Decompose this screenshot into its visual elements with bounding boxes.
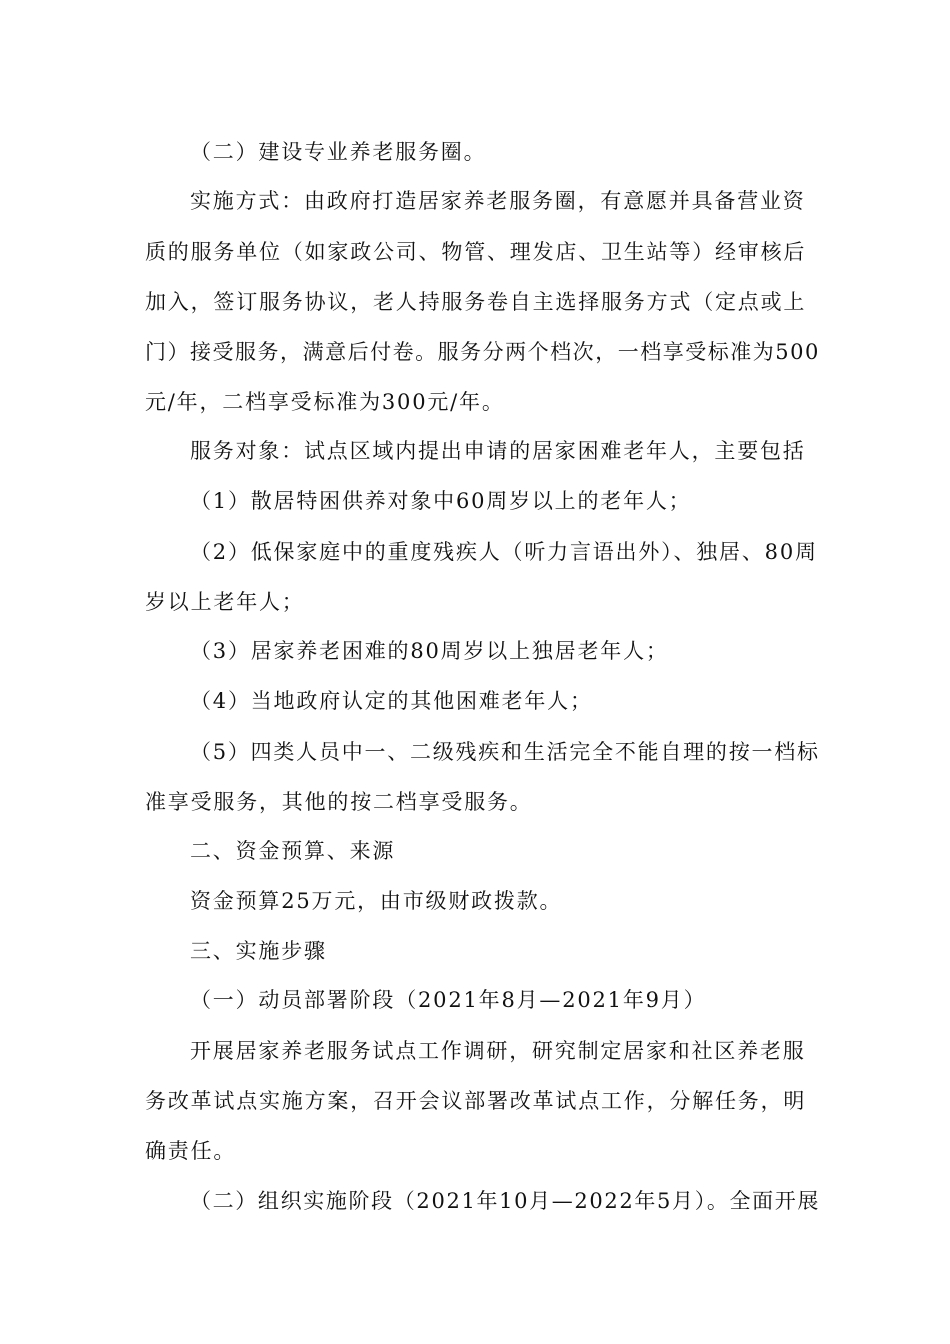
paragraph-line: 加入，签订服务协议，老人持服务卷自主选择服务方式（定点或上 [145, 290, 807, 314]
subsection-heading-mobilization: （一）动员部署阶段（2021年8月—2021年9月） [190, 988, 707, 1012]
list-item: （3）居家养老困难的80周岁以上独居老年人； [190, 639, 669, 663]
list-item: （4）当地政府认定的其他困难老年人； [190, 689, 593, 713]
paragraph-line: 资金预算25万元，由市级财政拨款。 [190, 889, 563, 913]
list-item: （1）散居特困供养对象中60周岁以上的老年人； [190, 489, 692, 513]
section-heading-steps: 三、实施步骤 [190, 939, 327, 963]
list-item: （5）四类人员中一、二级残疾和生活完全不能自理的按一档标 [190, 740, 820, 764]
list-item-continuation: 准享受服务，其他的按二档享受服务。 [145, 790, 533, 814]
paragraph-line: 实施方式：由政府打造居家养老服务圈，有意愿并具备营业资 [190, 189, 806, 213]
paragraph-line: 确责任。 [145, 1139, 237, 1163]
paragraph-line: 元/年，二档享受标准为300元/年。 [145, 390, 505, 414]
section-heading-professional-circle: （二）建设专业养老服务圈。 [190, 140, 487, 164]
paragraph-line: 质的服务单位（如家政公司、物管、理发店、卫生站等）经审核后 [145, 240, 807, 264]
paragraph-line: 门）接受服务，满意后付卷。服务分两个档次，一档享受标准为500 [145, 340, 820, 364]
list-item-continuation: 岁以上老年人； [145, 590, 305, 614]
paragraph-line: 务改革试点实施方案，召开会议部署改革试点工作，分解任务，明 [145, 1089, 807, 1113]
subsection-heading-implementation: （二）组织实施阶段（2021年10月—2022年5月）。全面开展 [190, 1189, 821, 1213]
list-item: （2）低保家庭中的重度残疾人（听力言语出外）、独居、80周 [190, 540, 818, 564]
paragraph-line: 服务对象：试点区域内提出申请的居家困难老年人，主要包括 [190, 439, 806, 463]
section-heading-budget: 二、资金预算、来源 [190, 839, 396, 863]
paragraph-line: 开展居家养老服务试点工作调研，研究制定居家和社区养老服 [190, 1039, 806, 1063]
